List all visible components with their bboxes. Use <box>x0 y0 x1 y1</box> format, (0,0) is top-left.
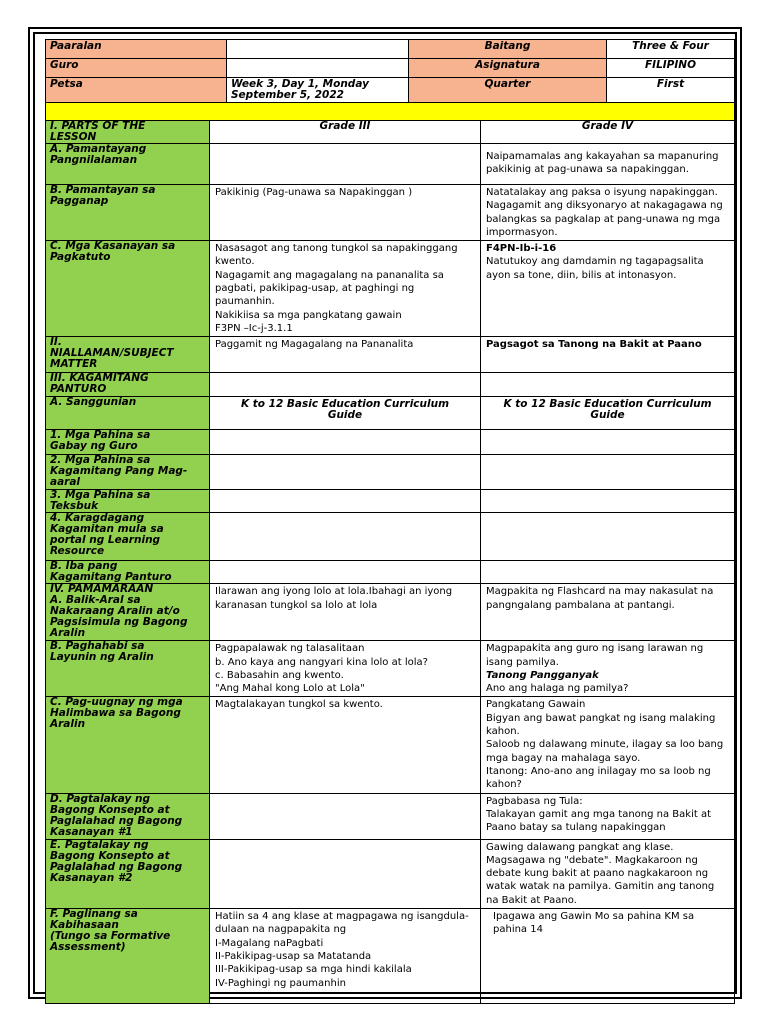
table-row <box>46 561 735 584</box>
row-label-paglinang-sa-kabihasaan: F. Paglinang sa Kabihasaan (Tungo sa Formative Assessment) <box>46 909 210 1004</box>
table-row <box>46 373 735 397</box>
row-label-karagdagang-kagamitan: 4. Karagdagang Kagamitan mula sa portal ng Learning Resource <box>46 513 210 561</box>
cell-grade4 <box>481 513 735 561</box>
quarter-label: Quarter <box>409 78 607 103</box>
baitang-label: Baitang <box>409 40 607 59</box>
cell-grade3: Magtalakayan tungkol sa kwento. <box>210 697 481 793</box>
petsa-value <box>227 78 409 103</box>
table-row <box>46 793 735 839</box>
row-label-gabay-ng-guro: 1. Mga Pahina sa Gabay ng Guro <box>46 430 210 455</box>
cell-grade3: Nasasagot ang tanong tungkol sa napakinggang kwento. Nagagamit ang magagalang na pananalita sa pagbati, pakikipag-usap, at paghingi ng paumanhin. Nakikiisa sa mga pangkatang gawain F3PN –Ic-j-3.1.1 <box>210 241 481 337</box>
table-row <box>46 397 735 430</box>
guro-value <box>227 59 409 78</box>
row-label-kagamitang-pang-mag-aaral: 2. Mga Pahina sa Kagamitang Pang Mag- aaral <box>46 455 210 490</box>
cell-grade3 <box>210 430 481 455</box>
paaralan-label: Paaralan <box>46 40 227 59</box>
table-row <box>46 584 735 641</box>
paaralan-value <box>227 40 409 59</box>
header-table <box>45 39 735 121</box>
cell-grade4: Pagsagot sa Tanong na Bakit at Paano <box>481 337 735 373</box>
cell-grade3: Pagpapalawak ng talasalitaan b. Ano kaya ang nangyari kina lolo at lola? c. Babasahin ang kwento. "Ang Mahal kong Lolo at Lola" <box>210 641 481 697</box>
cell-grade4: F4PN-Ib-i-16 Natutukoy ang damdamin ng tagapagsalita ayon sa tone, diin, bilis at intonasyon. <box>481 241 735 337</box>
table-row <box>46 455 735 490</box>
cell-grade4 <box>481 490 735 513</box>
guro-label: Guro <box>46 59 227 78</box>
petsa-line-2: September 5, 2022 <box>231 89 344 101</box>
quarter-value: First <box>607 78 735 103</box>
asignatura-value: FILIPINO <box>607 59 735 78</box>
cell-grade3: Pakikinig (Pag-unawa sa Napakinggan ) <box>210 185 481 241</box>
cell-grade3 <box>210 455 481 490</box>
table-row <box>46 697 735 793</box>
row-label-pagtalakay-1: D. Pagtalakay ng Bagong Konsepto at Paglalahad ng Bagong Kasanayan #1 <box>46 793 210 839</box>
row-label-pamantayan-sa-pagganap: B. Pamantayan sa Pagganap <box>46 185 210 241</box>
cell-grade3 <box>210 839 481 908</box>
cell-grade3 <box>210 373 481 397</box>
cell-grade4: Magpapakita ang guro ng isang larawan ng isang pamilya. Tanong Pangganyak Ano ang halaga ng pamilya? <box>481 641 735 697</box>
table-row <box>46 513 735 561</box>
cell-grade4: Naipamamalas ang kakayahan sa mapanuring pakikinig at pag-unawa sa napakinggan. <box>481 144 735 185</box>
cell-grade3: Hatiin sa 4 ang klase at magpagawa ng isangdula- dulaan na nagpapakita ng I-Magalang naPagbati II-Pakikipag-usap sa Matatanda III-Pakikipag-usap sa mga hindi kakilala IV-Paghingi ng paumanhin <box>210 909 481 1004</box>
row-label-iba-pang-kagamitan: B. Iba pang Kagamitang Panturo <box>46 561 210 584</box>
cell-grade3: K to 12 Basic Education Curriculum Guide <box>210 397 481 430</box>
baitang-value: Three & Four <box>607 40 735 59</box>
cell-grade3: Ilarawan ang iyong lolo at lola.Ibahagi an iyong karanasan tungkol sa lolo at lola <box>210 584 481 641</box>
cell-grade4: Pagbabasa ng Tula: Talakayan gamit ang mga tanong na Bakit at Paano batay sa tulang napakinggan <box>481 793 735 839</box>
grade-3-header: Grade III <box>210 121 481 144</box>
cell-grade4: Natatalakay ang paksa o isyung napakinggan. Nagagamit ang diksyonaryo at nakagagawa ng balangkas sa pagkalap at pang-unawa ng mga impormasyon. <box>481 185 735 241</box>
cell-grade3 <box>210 793 481 839</box>
parts-of-lesson-header: I. PARTS OF THE LESSON <box>46 121 210 144</box>
asignatura-label: Asignatura <box>409 59 607 78</box>
cell-grade3 <box>210 513 481 561</box>
row-label-subject-matter: II. NIALLAMAN/SUBJECT MATTER <box>46 337 210 373</box>
row-label-teksbuk: 3. Mga Pahina sa Teksbuk <box>46 490 210 513</box>
cell-grade4 <box>481 561 735 584</box>
grade-4-header: Grade IV <box>481 121 735 144</box>
table-row <box>46 641 735 697</box>
lesson-table <box>45 120 735 1004</box>
table-row <box>46 839 735 908</box>
table-row <box>46 121 735 144</box>
row-label-pamamaraan-balik-aral: IV. PAMAMARAAN A. Balik-Aral sa Nakaraang Aralin at/o Pagsisimula ng Bagong Aralin <box>46 584 210 641</box>
cell-grade4: Magpakita ng Flashcard na may nakasulat na pangngalang pambalana at pantangi. <box>481 584 735 641</box>
cell-grade3: Paggamit ng Magagalang na Pananalita <box>210 337 481 373</box>
row-label-kagamitang-panturo: III. KAGAMITANG PANTURO <box>46 373 210 397</box>
cell-grade4 <box>481 455 735 490</box>
row-label-pag-uugnay: C. Pag-uugnay ng mga Halimbawa sa Bagong Aralin <box>46 697 210 793</box>
petsa-line-1: Week 3, Day 1, Monday <box>231 78 369 90</box>
table-row <box>46 337 735 373</box>
cell-grade4: Ipagawa ang Gawin Mo sa pahina KM sa pahina 14 <box>481 909 735 1004</box>
yellow-spacer-row <box>46 103 735 121</box>
table-row <box>46 144 735 185</box>
row-label-paghahabi-sa-layunin: B. Paghahabi sa Layunin ng Aralin <box>46 641 210 697</box>
cell-grade3 <box>210 490 481 513</box>
table-row <box>46 490 735 513</box>
competency-code: F4PN-Ib-i-16 <box>486 243 557 255</box>
cell-grade4 <box>481 430 735 455</box>
table-row <box>46 241 735 337</box>
cell-grade4: Gawing dalawang pangkat ang klase. Magsagawa ng "debate". Magkakaroon ng debate kung bakit at paano nagkakaroon ng watak watak na pamilya. Gamitin ang tanong na Bakit at Paano. <box>481 839 735 908</box>
tanong-pangganyak-heading: Tanong Pangganyak <box>486 669 599 681</box>
row-label-pagtalakay-2: E. Pagtalakay ng Bagong Konsepto at Paglalahad ng Bagong Kasanayan #2 <box>46 839 210 908</box>
cell-grade3 <box>210 144 481 185</box>
cell-grade4: Pangkatang Gawain Bigyan ang bawat pangkat ng isang malaking kahon. Saloob ng dalawang minute, ilagay sa loo bang mga bagay na mahalaga sayo. Itanong: Ano-ano ang inilagay mo sa loob ng kahon? <box>481 697 735 793</box>
row-label-pamantayang-pangnilalaman: A. Pamantayang Pangnilalaman <box>46 144 210 185</box>
petsa-label: Petsa <box>46 78 227 103</box>
row-label-mga-kasanayan: C. Mga Kasanayan sa Pagkatuto <box>46 241 210 337</box>
table-row <box>46 185 735 241</box>
cell-grade4 <box>481 373 735 397</box>
row-label-sanggunian: A. Sanggunian <box>46 397 210 430</box>
table-row <box>46 430 735 455</box>
table-row <box>46 909 735 1004</box>
cell-grade4: K to 12 Basic Education Curriculum Guide <box>481 397 735 430</box>
cell-grade3 <box>210 561 481 584</box>
